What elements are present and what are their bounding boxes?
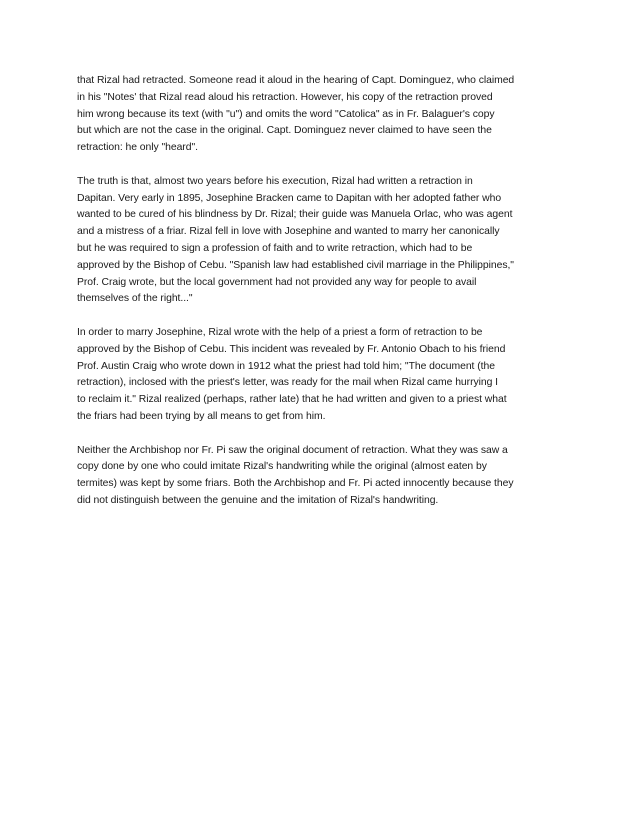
text-line: approved by the Bishop of Cebu. "Spanish law had established civil marriage in the Philippines," (77, 259, 514, 271)
text-line: retraction: he only "heard". (77, 142, 198, 154)
paragraph-3 (77, 325, 567, 426)
paragraph-1 (77, 73, 567, 157)
text-line: In order to marry Josephine, Rizal wrote with the help of a priest a form of retraction to be (77, 326, 483, 338)
text-line: Prof. Craig wrote, but the local government had not provided any way for people to avail (77, 276, 477, 288)
text-line: but he was required to sign a profession of faith and to write retraction, which had to be (77, 242, 473, 254)
text-line: in his "Notes' that Rizal read aloud his retraction. However, his copy of the retraction proved (77, 91, 493, 103)
text-line: Prof. Austin Craig who wrote down in 1912 what the priest had told him; "The document (the (77, 360, 495, 372)
text-line: and a mistress of a friar. Rizal fell in love with Josephine and wanted to marry her canonically (77, 226, 500, 238)
text-line: themselves of the right..." (77, 293, 193, 305)
text-line: but which are not the case in the original. Capt. Dominguez never claimed to have seen the (77, 125, 492, 137)
document-body (77, 73, 567, 527)
text-line: retraction), inclosed with the priest's letter, was ready for the mail when Rizal came hurrying I (77, 377, 499, 389)
text-line: the friars had been trying by all means to get from him. (77, 410, 326, 422)
text-line: that Rizal had retracted. Someone read it aloud in the hearing of Capt. Dominguez, who claimed (77, 75, 515, 86)
text-line: him wrong because its text (with "u") and omits the word "Catolica" as in Fr. Balaguer's copy (77, 108, 495, 120)
text-line: Neither the Archbishop nor Fr. Pi saw the original document of retraction. What they was saw a (77, 444, 508, 456)
text-line: to reclaim it." Rizal realized (perhaps, rather late) that he had written and given to a priest what (77, 394, 507, 406)
text-line: The truth is that, almost two years before his execution, Rizal had written a retraction in (77, 175, 473, 187)
text-line: wanted to be cured of his blindness by Dr. Rizal; their guide was Manuela Orlac, who was agent (77, 209, 513, 221)
text-line: copy done by one who could imitate Rizal's handwriting while the original (almost eaten by (77, 461, 487, 473)
paragraph-4 (77, 443, 567, 510)
text-line: did not distinguish between the genuine and the imitation of Rizal's handwriting. (77, 494, 439, 506)
text-line: approved by the Bishop of Cebu. This incident was revealed by Fr. Antonio Obach to his friend (77, 343, 506, 355)
paragraph-2 (77, 174, 567, 308)
text-line: Dapitan. Very early in 1895, Josephine Bracken came to Dapitan with her adopted father who (77, 192, 502, 204)
text-line: termites) was kept by some friars. Both the Archbishop and Fr. Pi acted innocently because they (77, 478, 514, 490)
